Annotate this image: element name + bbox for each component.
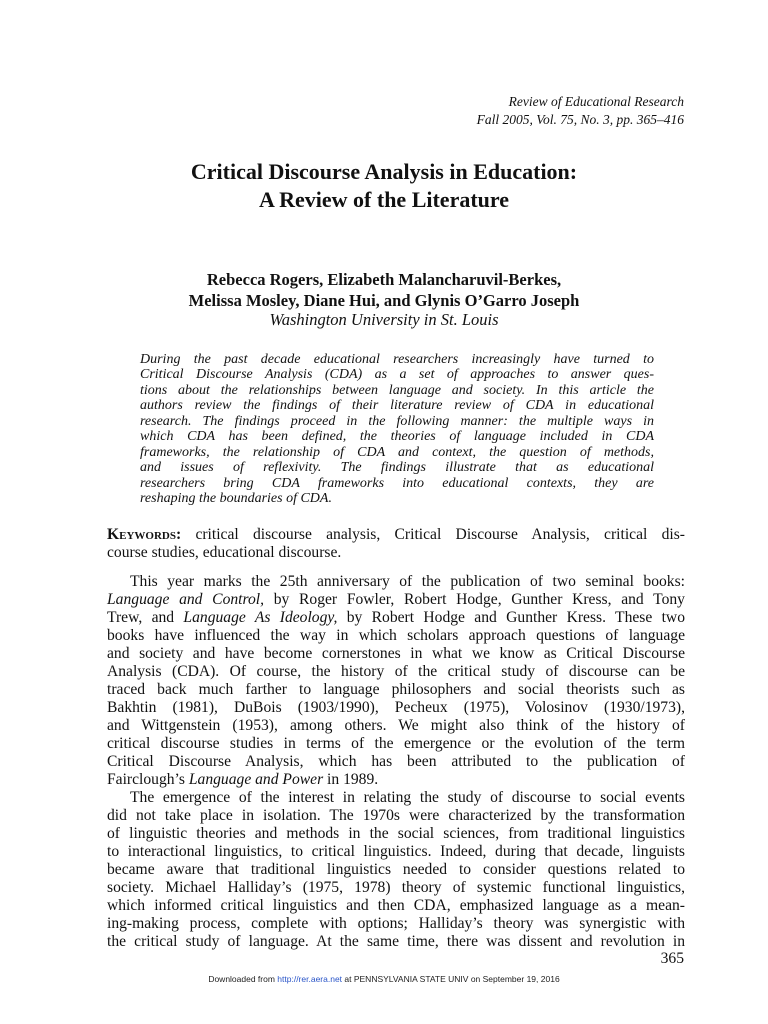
body-text: Trew, and xyxy=(107,609,184,626)
download-notice xyxy=(0,974,768,984)
keywords-text: critical discourse analysis, Critical Discourse Analysis, critical dis- xyxy=(195,526,685,543)
body-line: the critical study of language. At the same time, there was dissent and revolution in xyxy=(107,933,685,950)
body-line: did not take place in isolation. The 1970s were characterized by the transformation xyxy=(107,807,685,824)
abstract-line: authors review the findings of their literature review of CDA in educational xyxy=(140,398,654,413)
abstract-line: research. The findings proceed in the following manner: the multiple ways in xyxy=(140,414,654,429)
abstract-line: reshaping the boundaries of CDA. xyxy=(140,491,332,506)
download-prefix: Downloaded from xyxy=(208,974,278,984)
abstract-line: frameworks, the relationship of CDA and context, the question of methods, xyxy=(140,445,654,460)
book-title: Language and Power xyxy=(188,771,324,788)
body-line: This year marks the 25th anniversary of the publication of two seminal books: xyxy=(130,573,685,590)
page-number: 365 xyxy=(660,950,684,967)
affiliation: Washington University in St. Louis xyxy=(269,310,499,329)
body-line: traced back much farther to language philosophers and social theorists such as xyxy=(107,681,685,698)
body-line: became aware that traditional linguistics needed to consider questions related to xyxy=(107,861,685,878)
book-title: Language and Control, xyxy=(107,591,265,608)
abstract-line: researchers bring CDA frameworks into educational contexts, they are xyxy=(140,476,654,491)
source-link[interactable]: http://rer.aera.net xyxy=(277,974,343,984)
journal-header xyxy=(477,93,684,129)
keywords-line-1 xyxy=(107,526,685,544)
body-line xyxy=(107,591,685,609)
keywords-line-2: course studies, educational discourse. xyxy=(107,544,342,561)
abstract-line: During the past decade educational researchers increasingly have turned to xyxy=(140,352,654,367)
article-title-line-1: Critical Discourse Analysis in Education: xyxy=(190,159,578,184)
body-line: to interactional linguistics, to critical linguistics. Indeed, during that decade, linguists xyxy=(107,843,685,860)
body-line xyxy=(107,771,685,789)
body-line: ing-making process, complete with options; Halliday’s theory was synergistic with xyxy=(107,915,685,932)
abstract-line: tions about the relationships between language and society. In this article the xyxy=(140,383,654,398)
body-text: in 1989. xyxy=(323,771,379,788)
body-text: Fairclough’s xyxy=(107,771,189,788)
body-line: The emergence of the interest in relating the study of discourse to social events xyxy=(130,789,685,806)
article-title-line-2: A Review of the Literature xyxy=(258,187,510,212)
body-line: Bakhtin (1981), DuBois (1903/1990), Pecheux (1975), Volosinov (1930/1973), xyxy=(107,699,685,716)
body-line: Critical Discourse Analysis, which has been attributed to the publication of xyxy=(107,753,685,770)
abstract-line: and issues of reflexivity. The findings illustrate that as educational xyxy=(140,460,654,475)
body-text: by Robert Hodge and Gunther Kress. These two xyxy=(337,609,685,626)
journal-name: Review of Educational Research xyxy=(508,94,684,109)
body-line: and Wittgenstein (1953), among others. We might also think of the history of xyxy=(107,717,685,734)
body-line: and society and have become cornerstones in what we know as Critical Discourse xyxy=(107,645,685,662)
body-text: by Roger Fowler, Robert Hodge, Gunther Kress, and Tony xyxy=(264,591,685,608)
abstract-line: Critical Discourse Analysis (CDA) as a set of approaches to answer ques- xyxy=(140,367,654,382)
body-line: which informed critical linguistics and then CDA, emphasized language as a mean- xyxy=(107,897,685,914)
keywords-label: Keywords: xyxy=(107,526,182,543)
body-line xyxy=(107,609,685,627)
book-title: Language As Ideology, xyxy=(183,609,338,626)
abstract-line: which CDA has been defined, the theories of language included in CDA xyxy=(140,429,654,444)
body-line: society. Michael Halliday’s (1975, 1978) theory of systemic functional linguistics, xyxy=(107,879,685,896)
authors-line-2: Melissa Mosley, Diane Hui, and Glynis O’Garro Joseph xyxy=(188,291,580,310)
body-line: Analysis (CDA). Of course, the history of the critical study of discourse can be xyxy=(107,663,685,680)
download-suffix: at PENNSYLVANIA STATE UNIV on September 19, 2016 xyxy=(342,974,560,984)
authors-line-1: Rebecca Rogers, Elizabeth Malancharuvil-Berkes, xyxy=(206,270,562,289)
body-line: of linguistic theories and methods in the social sciences, from traditional linguistics xyxy=(107,825,685,842)
body-line: critical discourse studies in terms of the emergence or the evolution of the term xyxy=(107,735,685,752)
issue-info: Fall 2005, Vol. 75, No. 3, pp. 365–416 xyxy=(476,112,684,127)
body-line: books have influenced the way in which scholars approach questions of language xyxy=(107,627,685,644)
